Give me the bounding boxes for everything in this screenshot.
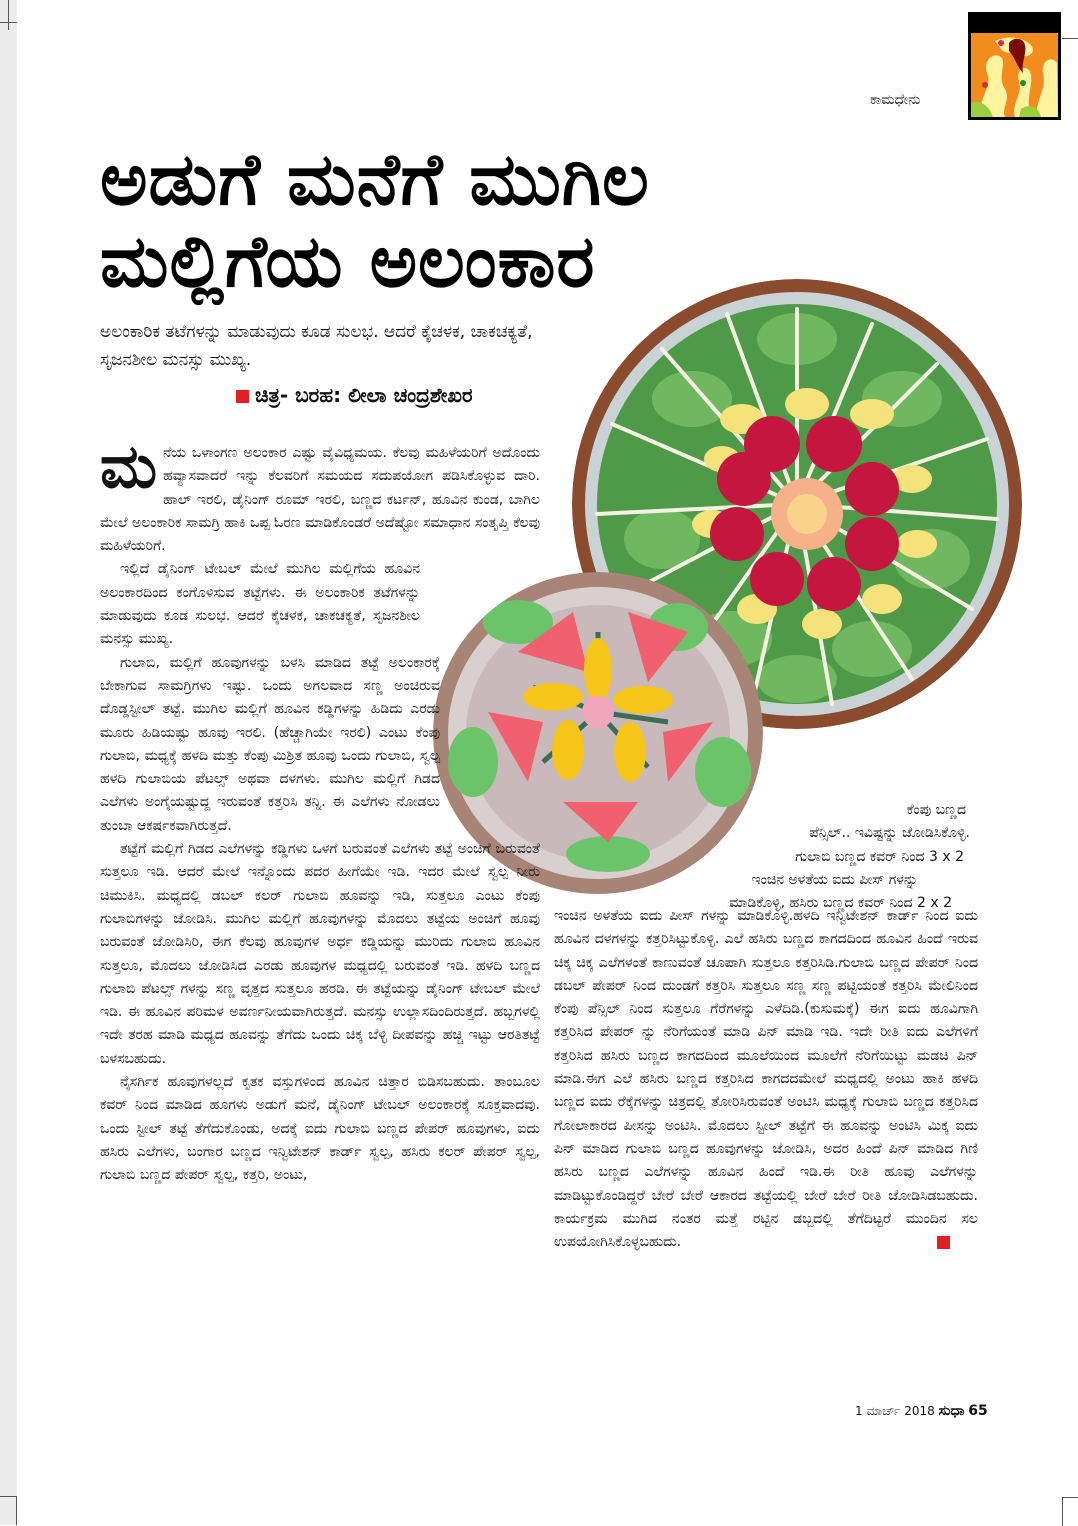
wrap-line-3: ಗುಲಾಬಿ ಬಣ್ಣದ ಕವರ್ ನಿಂದ 3 x 2: [795, 849, 964, 865]
magazine-name: ಸುಧಾ: [938, 1403, 965, 1419]
paragraph-5: ನೈಸರ್ಗಿಕ ಹೂವುಗಳಲ್ಲದೆ ಕೃತಕ ವಸ್ತುಗಳಿಂದ ಹೂವಿನ ಚಿತ್ತಾರ ಬಿಡಿಸಬಹುದು. ತಾಂಬೂಲ ಕವರ್ ನಿಂದ ಮಾಡಿದ ಹೂಗಳು ಅಡುಗೆ ಮನೆ, ಡೈನಿಂಗ್ ಟೇಬಲ್ ಅಲಂಕಾರಕ್ಕೆ ಸೂಕ್ತವಾದವು. ಒಂದು ಸ್ಟೀಲ್ ತಟ್ಟೆ ತೆಗೆದುಕೊಂಡು, ಅದಕ್ಕೆ ಐದು ಗುಲಾಬಿ ಬಣ್ಣದ ಪೇಪರ್ ಹೂವುಗಳು, ಐದು ಹಸಿರು ಎಲೆಗಳು, ಬಂಗಾರ ಬಣ್ಣದ ಇನ್ವಿಟೇಶನ್ ಕಾರ್ಡ್ ಸ್ವಲ್ಪ, ಹಸಿರು ಕಲರ್ ಪೇಪರ್ ಸ್ವಲ್ಪ, ಗುಲಾಬಿ ಬಣ್ಣದ ಪೇಪರ್ ಸ್ವಲ್ಪ, ಕತ್ತರಿ, ಅಂಟು,: [100, 1074, 540, 1184]
paragraph-6: ಇಂಚಿನ ಅಳತೆಯ ಐದು ಪೀಸ್ ಗಳನ್ನು ಮಾಡಿಕೊಳ್ಳಿ.ಹಳದಿ ಇನ್ವಿಟೇಶನ್ ಕಾರ್ಡ್ ನಿಂದ ಐದು ಹೂವಿನ ದಳಗಳನ್ನು ಕತ್ತರಿಸಿಟ್ಟುಕೊಳ್ಳಿ. ಎಲೆ ಹಸಿರು ಬಣ್ಣದ ಕಾಗದದಿಂದ ಹೂವಿನ ಹಿಂದೆ ಇರುವ ಚಿಕ್ಕ ಚಿಕ್ಕ ಎಲೆಗಳಂತೆ ಕಾಣುವಂತೆ ಚೂಪಾಗಿ ಸುತ್ತಲೂ ಕತ್ತರಿಸಿಡಿ.ಗುಲಾಬಿ ಬಣ್ಣದ ಪೇಪರ್ ನಿಂದ ಡಬಲ್ ಪೇಪರ್ ನಿಂದ ದುಂಡಗೆ ಕತ್ತರಿಸಿ ಸುತ್ತಲೂ ಸಣ್ಣ ಸಣ್ಣ ಪಟ್ಟಿಯಂತೆ ಕತ್ತರಿಸಿ ಮೇಲಿನಿಂದ ಕೆಂಪು ಪೆನ್ಸಿಲ್ ನಿಂದ ಸುತ್ತಲೂ ಗೆರೆಗಳನ್ನು ಎಳೆದಿಡಿ.(ಕುಸುಮಕ್ಕೆ) ಈಗ ಐದು ಹೂವಿಗಾಗಿ ಕತ್ತರಿಸಿದ ಪೇಪರ್ ನ್ನು ನೆರಿಗೆಯಂತೆ ಮಾಡಿ ಪಿನ್ ಮಾಡಿ ಇಡಿ. ಇದೇ ರೀತಿ ಐದು ಎಲೆಗಳಿಗೆ ಕತ್ತರಿಸಿದ ಹಸಿರು ಬಣ್ಣದ ಕಾಗದದಿಂದ ಮೂಲೆಯಿಂದ ಮೂಲೆಗೆ ನೆರಿಗೆಯಿಟ್ಟು ಮಡಚಿ ಪಿನ್ ಮಾಡಿ.ಈಗ ಎಲೆ ಹಸಿರು ಬಣ್ಣದ ಕತ್ತರಿಸಿದ ಕಾಗದದಮೇಲೆ ಮಧ್ಯದಲ್ಲಿ ಅಂಟು ಹಾಕಿ ಹಳದಿ ಬಣ್ಣದ ಐದು ರೆಕ್ಕೆಗಳನ್ನು ಚಿತ್ರದಲ್ಲಿ ತೋರಿಸಿರುವಂತೆ ಅಂಟಿಸಿ ಮಧ್ಯಕ್ಕೆ ಗುಲಾಬಿ ಬಣ್ಣದ ಕತ್ತರಿಸಿದ ಗೋಲಾಕಾರದ ಪೀಸನ್ನು ಅಂಟಿಸಿ. ಮೊದಲು ಸ್ಟೀಲ್ ತಟ್ಟೆಗೆ ಈ ಹೂವನ್ನು ಅಂಟಿಸಿ ಮಿಕ್ಕ ಐದು ಪಿನ್ ಮಾಡಿದ ಗುಲಾಬಿ ಬಣ್ಣದ ಹೂವುಗಳನ್ನು ಜೋಡಿಸಿ, ಅದರ ಹಿಂದೆ ಪಿನ್ ಮಾಡಿದ ಗಿಣಿ ಹಸಿರು ಬಣ್ಣದ ಎಲೆಗಳನ್ನು ಹೂವಿನ ಹಿಂದೆ ಇಡಿ.ಈ ರೀತಿ ಹೂವು ಎಲೆಗಳನ್ನು ಮಾಡಿಟ್ಟುಕೊಂಡಿದ್ದರೆ ಬೇರೆ ಬೇರೆ ಆಕಾರದ ತಟ್ಟೆಯಲ್ಲಿ ಬೇರೆ ಬೇರೆ ರೀತಿ ಜೋಡಿಸಿಡಬಹುದು. ಕಾರ್ಯಕ್ರಮ ಮುಗಿದ ನಂತರ ಮತ್ತೆ ರಟ್ಟಿನ ಡಬ್ಬದಲ್ಲಿ ತೆಗೆದಿಟ್ಟರೆ ಮುಂದಿನ ಸಲ ಉಪಯೋಗಿಸಿಕೊಳ್ಳಬಹುದು.: [554, 908, 978, 1251]
crop-mark-bottom-right: [1062, 1497, 1078, 1526]
section-logo: [968, 12, 1061, 120]
dropcap: ಮ: [100, 432, 158, 502]
left-column: [100, 432, 540, 1188]
section-tag: ಕಾಮಧೇನು: [870, 92, 921, 108]
paragraph-2: ಇಲ್ಲಿದೆ ಡೈನಿಂಗ್ ಟೇಬಲ್ ಮೇಲೆ ಮುಗಿಲ ಮಲ್ಲಿಗೆಯ ಹೂವಿನ ಅಲಂಕಾರದಿಂದ ಕಂಗೊಳಿಸುವ ತಟ್ಟೆಗಳು. ಈ ಅಲಂಕಾರಿಕ ತಟೆಗಳನ್ನು ಮಾಡುವುದು ಕೂಡ ಸುಲಭ. ಆದರೆ ಕೈಚಳಕ, ಚಾಕಚಕ್ಯತೆ, ಸೃಜನಶೀಲ ಮನಸ್ಸು ಮುಖ್ಯ.: [100, 561, 420, 648]
crop-mark-bottom-left-vertical: [16, 1496, 17, 1525]
paragraph-4: ತಟ್ಟೆಗೆ ಮಲ್ಲಿಗೆ ಗಿಡದ ಎಲೆಗಳನ್ನು ಕಡ್ಡಿಗಳು ಒಳಗೆ ಬರುವಂತೆ ಎಲೆಗಳು ತಟ್ಟೆ ಅಂಚಿಗೆ ಬರುವಂತೆ ಸುತ್ತಲೂ ಇಡಿ. ಆದರೆ ಮೇಲೆ ಇನ್ನೊಂದು ಪದರ ಹೀಗೆಯೇ ಇಡಿ. ಇದರ ಮೇಲೆ ಸ್ವಲ್ಪ ನೀರು ಚಿಮುಕಿಸಿ. ಮಧ್ಯದಲ್ಲಿ ಡಬಲ್ ಕಲರ್ ಗುಲಾಬಿ ಹೂವನ್ನು ಇಡಿ, ಸುತ್ತಲೂ ಎಂಟು ಕೆಂಪು ಗುಲಾಬಿಗಳನ್ನು ಜೋಡಿಸಿ. ಮುಗಿಲ ಮಲ್ಲಿಗೆ ಹೂವುಗಳನ್ನು ಮೊದಲು ತಟ್ಟೆಯ ಅಂಚಿಗೆ ಹೂವು ಬರುವಂತೆ ಜೋಡಿಸಿರಿ, ಈಗ ಕೆಲವು ಹೂವುಗಳ ಅರ್ಧ ಕಡ್ಡಿಯನ್ನು ಮುರಿದು ಗುಲಾಬಿ ಹೂವಿನ ಸುತ್ತಲೂ, ಮೊದಲು ಜೋಡಿಸಿದ ಎರಡು ಹೂವುಗಳ ಮಧ್ಯದಲ್ಲಿ ಬರುವಂತೆ ಇಡಿ. ಹಳದಿ ಬಣ್ಣದ ಗುಲಾಬಿ ಪೆಟಲ್ಸ್ ಗಳನ್ನು ಸಣ್ಣ ವೃತ್ತದ ಸುತ್ತಲೂ ಹರಡಿ. ಈ ತಟ್ಟೆಯನ್ನು ಡೈನಿಂಗ್ ಟೇಬಲ್ ಮೇಲೆ ಇಡಿ. ಈ ಹೂವಿನ ಪರಿಮಳ ಅವರ್ಣನೀಯವಾಗಿರುತ್ತದೆ. ಮನಸ್ಸು ಉಲ್ಲಾಸದಿಂದಿರುತ್ತದೆ. ಹಬ್ಬಗಳಲ್ಲಿ ಇದೇ ತರಹ ಮಾಡಿ ಮಧ್ಯದ ಹೂವನ್ನು ತೆಗೆದು ಒಂದು ಚಿಕ್ಕ ಬೆಳ್ಳಿ ದೀಪವನ್ನು ಹಚ್ಚಿ ಇಟ್ಟು ಆರತಿತಟ್ಟೆ ಬಳಸಬಹುದು.: [100, 841, 540, 1067]
wrap-line-1: ಕೆಂಪು ಬಣ್ಣದ: [906, 802, 966, 818]
byline: [236, 383, 473, 407]
bullet-square-icon: [236, 390, 249, 403]
right-column: [554, 905, 978, 1254]
page-number: 65: [968, 1403, 988, 1419]
end-of-article-square-icon: [937, 1236, 950, 1249]
paragraph-3: ಗುಲಾಬಿ, ಮಲ್ಲಿಗೆ ಹೂವುಗಳನ್ನು ಬಳಸಿ ಮಾಡಿದ ತಟ್ಟೆ ಅಲಂಕಾರಕ್ಕೆ ಬೇಕಾಗುವ ಸಾಮಗ್ರಿಗಳು ಇಷ್ಟು. ಒಂದು ಅಗಲವಾದ ಸಣ್ಣ ಅಂಚಿರುವ ದೊಡ್ಡಸ್ಟೀಲ್ ತಟ್ಟೆ. ಮುಗಿಲ ಮಲ್ಲಿಗೆ ಹೂವಿನ ಕಡ್ಡಿಗಳನ್ನು ಹಿಡಿದು ಎರಡು ಮೂರು ಹಿಡಿಯಷ್ಟು ಹೂವು ಇರಲಿ. (ಹೆಚ್ಚಾಗಿಯೇ ಇರಲಿ) ಎಂಟು ಕೆಂಪು ಗುಲಾಬಿ, ಮಧ್ಯಕ್ಕೆ ಹಳದಿ ಮತ್ತು ಕೆಂಪು ಮಿಶ್ರಿತ ಹೂವು ಒಂದು ಗುಲಾಬಿ, ಸ್ವಲ್ಪ ಹಳದಿ ಗುಲಾಬಿಯ ಪೆಟಲ್ಸ್ ಅಥವಾ ದಳಗಳು. ಮುಗಿಲ ಮಲ್ಲಿಗೆ ಗಿಡದ ಎಲೆಗಳು ಅಂಗೈಯಷ್ಟುದ್ದ ಇರುವಂತೆ ಕತ್ತರಿಸಿ ತನ್ನಿ. ಈ ಎಲೆಗಳು ನೋಡಲು ತುಂಬಾ ಆಕರ್ಷಕವಾಗಿರುತ್ತದೆ.: [100, 654, 440, 834]
headline-line-1: ಅಡುಗೆ ಮನೆಗೆ ಮುಗಿಲ: [100, 137, 650, 221]
headline: [100, 138, 650, 302]
wrap-line-5: ಮಾಡಿಕೊಳ್ಳಿ, ಹಸಿರು ಬಣ್ಣದ ಕವರ್ ನಿಂದ 2 x 2: [729, 895, 952, 911]
headline-line-2: ಮಲ್ಲಿಗೆಯ ಅಲಂಕಾರ: [100, 219, 596, 303]
paragraph-1: ಮನೆಯ ಒಳಾಂಗಣ ಅಲಂಕಾರ ಎಷ್ಟು ವೈವಿಧ್ಯಮಯ. ಕೆಲವು ಮಹಿಳೆಯರಿಗೆ ಅದೊಂದು ಹವ್ಯಾಸವಾದರೆ ಇನ್ನು ಕೆಲವರಿಗೆ ಸಮಯದ ಸದುಪಯೋಗ ಪಡಿಸಿಕೊಳ್ಳುವ ದಾರಿ. ಹಾಲ್ ಇರಲಿ, ಡೈನಿಂಗ್ ರೂಮ್ ಇರಲಿ, ಬಣ್ಣದ ಕರ್ಟನ್, ಹೂವಿನ ಕುಂಡ, ಬಾಗಿಲ ಮೇಲೆ ಅಲಂಕಾರಿಕ ಸಾಮಗ್ರಿ ಹಾಕಿ ಒಪ್ಪ ಓರಣ ಮಾಡಿಕೊಂಡರೆ ಅದೆಷ್ಟೋ ಸಮಾಧಾನ ಸಂತೃಪ್ತಿ ಕೆಲವು ಮಹಿಳೆಯರಿಗೆ.: [100, 432, 540, 555]
wrap-line-4: ಇಂಚಿನ ಅಳತೆಯ ಐದು ಪೀಸ್ ಗಳನ್ನು: [751, 872, 918, 888]
crop-mark-top-left-vertical: [8, 0, 9, 30]
wrap-line-2: ಪೆನ್ಸಿಲ್.. ಇವಿಷ್ಟನ್ನು ಜೋಡಿಸಿಕೊಳ್ಳಿ.: [809, 825, 970, 841]
byline-text: ಚಿತ್ರ- ಬರಹ: ಲೀಲಾ ಚಂದ್ರಶೇಖರ: [255, 383, 473, 407]
issue-date: 1 ಮಾರ್ಚ್ 2018: [855, 1404, 935, 1418]
page-folio: [855, 1403, 988, 1419]
crop-mark-top-right: [1062, 38, 1078, 39]
crop-mark-bottom-left: [0, 1496, 17, 1497]
deck: ಅಲಂಕಾರಿಕ ತಟೆಗಳನ್ನು ಮಾಡುವುದು ಕೂಡ ಸುಲಭ. ಆದರೆ ಕೈಚಳಕ, ಚಾಕಚಕ್ಯತೆ, ಸೃಜನಶೀಲ ಮನಸ್ಸು ಮುಖ್ಯ.: [100, 322, 533, 370]
page-gutter: [0, 0, 17, 1525]
kamadhenu-logo-icon: [971, 33, 1058, 117]
